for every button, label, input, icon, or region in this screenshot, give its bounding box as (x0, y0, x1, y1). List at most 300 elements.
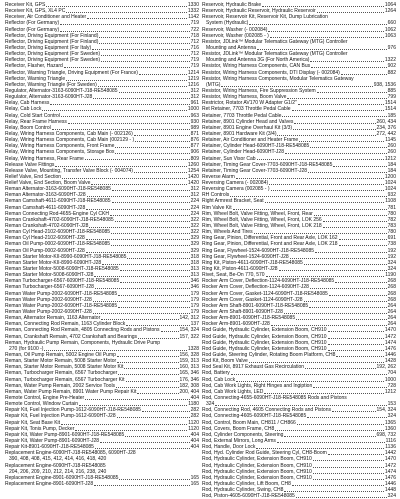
index-entry-label: Ring Kit, Piston-4611-6090HT-J28 (202, 266, 278, 273)
index-entry-page: 260 (387, 149, 396, 156)
index-entry-page: 1332 (187, 8, 199, 15)
index-entry-page: 885 (387, 87, 396, 94)
index-entry-page: 318 (190, 253, 199, 260)
index-entry-label: Reflector, Driving Equipment (For Italy) (5, 44, 92, 51)
index-entry-page: 200, 404 (179, 388, 199, 395)
index-entry-page: 712 (190, 51, 199, 58)
dot-leader (270, 37, 384, 38)
index-entry-page: 192, 262 (376, 364, 396, 371)
index-entry-page: 160, 313 (179, 364, 199, 371)
index-entry-page: 260, 434 (376, 118, 396, 125)
index-entry-page: 1260 (187, 161, 199, 168)
index-entry-page: 185 (387, 112, 396, 119)
index-entry-page: 324 (387, 259, 396, 266)
index-entry-page: 282 (190, 413, 199, 420)
index-entry-label: Reman Starter Motor-5008-6090HT-J28 (5, 272, 94, 279)
index-entry-page: 404 (190, 444, 199, 451)
index-entry-page: 192 (387, 247, 396, 254)
index-entry-page: 1328 (187, 345, 199, 352)
dot-leader (231, 374, 387, 375)
index-entry-page: 719 (190, 57, 199, 64)
dot-leader (119, 479, 189, 480)
index-entry-label: Rod Guide, Hydraulic Cylinder, Extension Boom, CH910 (202, 339, 327, 346)
index-entry-page: 184 (387, 167, 396, 174)
index-entry-label: Repair Kit, Water Pump-8901-6090HT-J18-RE548085 (5, 431, 125, 438)
dot-leader (317, 12, 384, 13)
index-entry-label: Mounting and Antenna 3G (For North America) (206, 57, 310, 64)
index-entry-page: 704 (387, 370, 396, 377)
index-entry-label: 324 (206, 401, 215, 408)
index-entry-page: 1476 (384, 345, 396, 352)
index-entry-page: 176, 346 (179, 376, 199, 383)
dot-leader (279, 270, 387, 271)
dot-leader (64, 67, 190, 68)
index-entry-page: 137 (190, 321, 199, 328)
dot-leader (79, 405, 187, 406)
index-entry-label: Rod, Battery (202, 370, 230, 377)
dot-leader (126, 325, 189, 326)
index-entry-page: 1200 (384, 173, 396, 180)
dot-leader (256, 448, 384, 449)
index-entry-label: System (Hydraulic) (206, 20, 249, 27)
index-entry-page: 902 (387, 63, 396, 70)
index-entry-label: Rim, Wheel Bolt, Valve Fitting, Wheel, Front, LOK 256 (202, 216, 322, 223)
index-entry-page: 1212 (384, 155, 396, 162)
index-entry-page: 1472 (384, 462, 396, 469)
dot-leader (277, 135, 375, 136)
index-entry-label: Reman, Starter Motor Remain, 5008 Starter Motor (5, 358, 117, 365)
dot-leader (93, 98, 189, 99)
index-entry-label: Reflector, Warning Triangle (5, 75, 66, 82)
index-entry-label: Retainer, Timing Gear Cover-7703-6090HT-J18-RE548085 (202, 161, 333, 168)
index-entry-page: 1024 (384, 186, 396, 193)
index-entry-label: 204, 206, 209, 210, 212, 214, 216, 238, 240 (9, 468, 107, 475)
index-entry-label: Retainer, 7703 Throttle Pedal Cable (202, 112, 282, 119)
index-entry-label: Ring Gear, Flywheel-1524-6090HT-J28 (202, 253, 289, 260)
index-entry-page: 1476 (384, 474, 396, 481)
index-entry-label: Reflector, Warning Triangle (For Sweden) (5, 81, 97, 88)
dot-leader (328, 350, 384, 351)
index-entry-page: 660 (387, 20, 396, 27)
index-entry-page: 404 (190, 394, 199, 401)
dot-leader (285, 153, 387, 154)
index-entry-label: Rim Valve Kit (202, 204, 232, 211)
index-entry-page: 722 (190, 26, 199, 33)
dot-leader (332, 411, 376, 412)
dot-leader (112, 202, 190, 203)
index-entry-page: 1062 (384, 26, 396, 33)
index-entry-label: Relay, Wiring Harness Components, Front Frame (5, 143, 115, 150)
index-entry-page: 719 (190, 20, 199, 27)
dot-leader (55, 166, 187, 167)
dot-leader (61, 116, 190, 117)
index-entry-page: 782 (387, 216, 396, 223)
dot-leader (87, 196, 190, 197)
index-entry-page: 329 (190, 235, 199, 242)
dot-leader (119, 92, 190, 93)
index-entry-label: Retainer, Air Conditioner and Heater Frame (202, 137, 299, 144)
index-entry-label: Rim, Wheel Bolt, Valve Fitting, Wheel, Front, Rear (202, 210, 313, 217)
index-entry-page: 165, 346 (179, 370, 199, 377)
index-entry-page: 318 (190, 259, 199, 266)
index-entry-label: Retainer, 8901 Cylinder Head and Valves (202, 118, 294, 125)
dot-leader (265, 202, 385, 203)
index-entry-label: Reman, Oil Pump Remain, 5002 Engine Oil Pump (5, 352, 116, 358)
dot-leader (115, 221, 190, 222)
index-entry-page: 313 (190, 272, 199, 279)
index-entry-label: Reman, Connecting Rod Remain, 4805 Connecting Rods and Pistons (5, 327, 160, 334)
dot-leader (328, 344, 384, 345)
dot-leader (95, 288, 190, 289)
index-entry-page: 312 (190, 192, 199, 199)
index-entry-label: Reman Water Pump-2002-6090HT-J28 (5, 309, 92, 316)
index-entry-page: 1219 (187, 75, 199, 82)
dot-leader (297, 424, 384, 425)
index-entry-label: Resistor, Wiring Harness Components, CAN Bus (202, 63, 311, 70)
index-entry-page: 809 (190, 155, 199, 162)
index-entry-label: Ret Retainer, 7703 Throttle Pedal Cable (202, 106, 291, 113)
index-entry-label: Relay, Cold Start Control (5, 112, 60, 119)
index-entry-page: 1420 (187, 173, 199, 180)
dot-leader (323, 227, 387, 228)
index-entry-page: 1064 (384, 1, 396, 8)
index-entry-page: 1142 (188, 14, 199, 21)
index-entry-label: Rod, Hydraulic Cylinder, Extension Boom, CH910 (202, 468, 312, 475)
index-entry-label: Reman, Water Pump Remain, 2002 Service Tools (5, 382, 116, 389)
dot-leader (135, 141, 190, 142)
index-entry-label: Repair Kit, Tonis Pump, Decker (5, 425, 75, 432)
index-entry-page: 404 (190, 437, 199, 444)
index-entry-label: 270 (for 9100 -) (9, 345, 44, 352)
index-entry-label: Replacement Engine-8901-6090HT-J28 (5, 480, 94, 487)
dot-leader (100, 442, 190, 443)
dot-leader (299, 141, 384, 142)
dot-leader (137, 393, 178, 394)
dot-leader (292, 485, 384, 486)
index-entry-label: Rivet, Seat, Be-On 770, 570 (202, 272, 265, 279)
dot-leader (313, 387, 386, 388)
index-entry-page: 1108 (385, 198, 396, 205)
dot-leader (249, 24, 386, 25)
dot-leader (292, 110, 384, 111)
index-entry-label: Rod Guide, Hydraulic Cylinder, Extension Boom, CH910 (202, 333, 327, 340)
index-entry-page: 1446 (384, 352, 396, 358)
dot-leader (257, 159, 384, 160)
index-entry-page: 728 (387, 382, 396, 389)
dot-leader (66, 80, 187, 81)
index-entry-page: 282 (190, 407, 199, 414)
dot-leader (313, 467, 384, 468)
dot-leader (236, 381, 384, 382)
dot-leader (116, 387, 178, 388)
index-entry-label: Retainer, Cylinder Head-6090HT-J28 (202, 149, 284, 156)
index-entry-label: Rod Seal Kit, 8917 Exhaust Gas Recirculation (202, 364, 304, 371)
index-entry-page: 961 (190, 100, 199, 107)
index-entry-page: 192 (387, 253, 396, 260)
dot-leader (266, 276, 385, 277)
dot-leader (310, 61, 383, 62)
dot-leader (61, 424, 187, 425)
index-entry-page: 312 (190, 87, 199, 94)
index-entry-label: RH Controls (202, 192, 230, 199)
dot-leader (284, 491, 383, 492)
index-entry-label: Regulator, Alternator-3163-6090HT-J28 (5, 94, 93, 101)
index-entry-page: 1448 (384, 487, 396, 494)
index-entry-page: 154, 324 (376, 407, 396, 414)
index-entry-page: 1116 (385, 437, 396, 444)
index-entry-label: Reman Water Pump-2002-6090HT-J28 (5, 296, 92, 303)
index-entry-page: 1024 (384, 180, 396, 187)
index-entry-page: 882 (387, 69, 396, 76)
index-column-right (202, 1, 396, 499)
index-entry-label: Rod, Connecting-4655-6090HT-J18-RE548085 Rods and Pistons (202, 394, 347, 401)
index-entry-label: Reman, Connecting Rod Remain, 1163 Cylinder Block (5, 321, 126, 328)
dot-leader (221, 86, 372, 87)
index-entry-label: Rod, Hydraulic Cylinder, Extension Boom, CH910 (202, 462, 312, 469)
index-entry-page: 1442 (384, 450, 396, 457)
index-entry-page: 154, 324 (179, 327, 199, 334)
index-entry-page: 260 (387, 143, 396, 150)
index-entry-page: 313 (190, 266, 199, 273)
dot-leader (92, 49, 190, 50)
dot-leader (94, 485, 190, 486)
index-entry-page: 1474 (384, 468, 396, 475)
index-entry-label: Reservoir, Washer (002085 - ) (202, 32, 269, 39)
index-entry-label: Reman, Turbocharger Remain, 6567 Turbocharger Kit (5, 376, 125, 383)
dot-leader (66, 12, 187, 13)
dot-leader (298, 104, 384, 105)
dot-leader (111, 233, 190, 234)
index-entry-page: 268 (387, 278, 396, 285)
index-entry-page: 234, 376 (376, 124, 396, 131)
dot-leader (161, 331, 179, 332)
dot-leader (111, 245, 190, 246)
index-entry-page: 963 (190, 112, 199, 119)
index-entry-label: Reman Connecting Rod-4655-Engine Cyl CKH (5, 210, 109, 217)
dot-leader (115, 147, 189, 148)
index-entry-label: Rocker Arm Cover, Gasket-1124-6090HT-J18-RE548085 (202, 290, 328, 297)
dot-leader (271, 190, 384, 191)
index-entry-label: Reversing Camera (- 002084) (202, 180, 269, 187)
index-entry-label: Reman Alternator-3163-6090HT-J28 (5, 192, 86, 199)
index-entry-page: 165 (190, 474, 199, 481)
index-entry-label: Rim, Wheels And Tires (202, 229, 253, 236)
dot-leader (118, 374, 178, 375)
dot-leader (268, 31, 383, 32)
dot-leader (95, 448, 190, 449)
index-entry-page: 329 (190, 247, 199, 254)
index-entry-label: Reman, Turbocharger Remain, 6567 Turbocharger (5, 370, 118, 377)
index-entry-label: Resistor, Wiring Harness Components, Modular Telematics Gateway (202, 75, 354, 82)
dot-leader (42, 110, 187, 111)
index-entry-label: Rocker Arm Shaft-8901-6090HT-J28 (202, 309, 283, 316)
dot-leader (68, 123, 190, 124)
index-entry-label: Repair Kit, Fuel Injection Pump-1612-6090HT-J18-RE548085 (5, 407, 141, 414)
index-entry-label: Reman Camshaft-4611-6090HT-J28 (5, 204, 86, 211)
index-entry-label: Reflector, Driving Equipment (For Sweden) (5, 51, 101, 58)
index-entry-page: 156, 328 (179, 352, 199, 358)
index-entry-label: Receiver Kit, GPS (5, 1, 46, 8)
index-entry-page: 264 (387, 315, 396, 322)
index-entry-label: Rocker Arm Cover, Deflection-1124-6090HT-J18-RE548085 (202, 278, 335, 285)
dot-leader (93, 301, 190, 302)
index-entry-page: 976 (387, 44, 396, 51)
index-entry-page: 322 (190, 223, 199, 230)
index-entry-label: Reflector (For Germany) (5, 26, 60, 33)
index-entry-page: 224 (190, 210, 199, 217)
index-entry-page: 1136 (385, 444, 396, 451)
index-entry-page: 1000 (187, 106, 199, 113)
index-entry-label: (MTG) (206, 81, 221, 88)
dot-leader (75, 430, 187, 431)
dot-leader (271, 325, 387, 326)
index-entry-page: 179 (190, 302, 199, 309)
index-entry-label: Retainer, Sun Visor Cab (202, 155, 256, 162)
dot-leader (304, 264, 387, 265)
index-entry-page: 780 (387, 210, 396, 217)
index-entry-label: Reservoir, Hydraulic Reservoir, Hydraulic Reservoir (202, 8, 316, 15)
index-entry-label: Rod, Connecting-4605-6090HT-J18-RE548085 (202, 413, 307, 420)
dot-leader (341, 74, 387, 75)
index-entry-label: Rod, Cab Work Lights, Right Hinges and Ingiption (202, 382, 313, 389)
dot-leader (328, 331, 384, 332)
index-entry-page: 1254 (187, 167, 199, 174)
index-entry-label: Ring Gear, Pinion, Differential, Front and Rear Axle, LOK 218 (202, 241, 338, 248)
index-entry-page: 322 (190, 216, 199, 223)
index-entry-page: 404 (190, 431, 199, 438)
dot-leader (117, 362, 178, 363)
index-entry-page: 799 (387, 94, 396, 101)
dot-leader (328, 454, 384, 455)
index-entry-label: Mounting and Antenna (206, 44, 257, 51)
index-entry-label: Rocker Arm-8901-6090HT-J18-RE548085 (202, 315, 296, 322)
dot-leader (323, 221, 387, 222)
index-entry-label: Rod, Hydraulic Cylinder, Lift Boom, CH8 (202, 480, 291, 487)
index-entry-label: Reman Camshaft-4611-6090HT-J18-RE548085 (5, 198, 111, 205)
index-entry-page: 877 (190, 143, 199, 150)
index-entry-label: Rod, Control, Boom Main, CH811 / CH866 (202, 419, 296, 426)
index-entry-label: Reman Water Pump-2002-6090HT-J18-RE548085 (5, 302, 118, 309)
dot-leader (115, 153, 189, 154)
index-entry-page: 1470 (384, 456, 396, 463)
index-entry-page: 264 (387, 321, 396, 328)
index-entry-page: 719 (190, 63, 199, 70)
index-entry-label: Reflector, Driving Equipment (For Finland) (5, 32, 99, 39)
index-entry-label: Receiver Kit, GPS, XL4 PC (5, 8, 66, 15)
index-entry-label: Replacement Engine-6090HT-J18-RE548085 (5, 462, 106, 469)
index-column-left (5, 1, 199, 487)
index-entry-page: 179 (190, 309, 199, 316)
dot-leader (60, 31, 189, 32)
dot-leader (284, 313, 387, 314)
dot-leader (315, 252, 387, 253)
index-entry-label: Reman Cyl Head-2102-6090HT-J18-RE548085 (5, 229, 111, 236)
index-entry-label: Rod, Cylinder Components, Steering (202, 431, 284, 438)
dot-leader (317, 92, 387, 93)
dot-leader (120, 270, 190, 271)
index-entry-page: 324 (387, 493, 396, 499)
index-entry-label: Reman Oil Pump-0002-6090HT-J18-RE548085 (5, 241, 111, 248)
index-entry-label: Receiver, Air Conditioner and Heater (5, 14, 87, 21)
dot-leader (118, 295, 190, 296)
dot-leader (310, 147, 386, 148)
index-entry-page: 159, 313 (179, 358, 199, 365)
index-entry-page: 346 (190, 278, 199, 285)
index-entry-label: Reman, Alternator Remain, 1163 Alternator (5, 315, 101, 322)
index-entry-label: Right Armrest Bracket, Seat (202, 198, 264, 205)
index-entry-label: Relay, Cab Lock (5, 106, 42, 113)
dot-leader (230, 196, 386, 197)
index-entry-label: Rocker Arm Shaft-8901-6090HT-J18-RE548085 (202, 302, 309, 309)
index-entry-page: 712 (190, 38, 199, 45)
index-entry-label: Resistor, JDLink™ Modular Telematics Gateway (MTG) Controller (202, 38, 348, 45)
index-entry-page: 1120 (188, 419, 199, 426)
index-entry-page: 1472 (384, 333, 396, 340)
index-entry-page: 157, 322 (179, 333, 199, 340)
dot-leader (85, 159, 190, 160)
index-entry-label: Reservoir, Hydraulic Brake (202, 1, 262, 8)
index-entry-label: Regulator, Alternator-3163-6090HT-J18-RE548085 (5, 87, 118, 94)
index-entry-label: Rod, Covers, Boom Frame, CH8 (202, 425, 275, 432)
index-entry-label: Retainer, Cylinder Head-6090HT-J18-RE548085 (202, 143, 310, 150)
dot-leader (329, 295, 387, 296)
index-entry-label: Rod, Cab Work Lights, LED (202, 388, 264, 395)
index-entry-page: 930 (190, 118, 199, 125)
index-entry-label: Reflector (For Germany) (5, 20, 60, 27)
index-entry-page: 268 (387, 284, 396, 291)
index-entry-label: Reversing Camera (002085 - ) (202, 186, 270, 193)
index-entry-label: Rocker Arm-8901-6090HT-J28 (202, 321, 270, 328)
dot-leader (339, 245, 387, 246)
index-entry-page: 1120 (188, 425, 199, 432)
dot-leader (124, 368, 178, 369)
dot-leader (99, 43, 189, 44)
index-entry-label: Rocker Arm Cover, Deflection-1124-6090HT-J28 (202, 284, 309, 291)
index-entry-page: 268 (387, 290, 396, 297)
index-entry-label: Reflector, Warning Triangle, Driving Equipment (For France) (5, 69, 138, 76)
index-entry-label: Rod, Hyd. Cylinder Rod Guide, Steering Cyl, CH8-Boom (202, 450, 327, 457)
index-entry-page: 1212 (384, 388, 396, 395)
index-entry-page: 1000 (384, 376, 396, 383)
index-entry-label: Rod, Connecting Rod, 4605 Connecting Rods and Pistons (202, 407, 331, 414)
dot-leader (257, 49, 387, 50)
index-entry-page: 184 (387, 161, 396, 168)
index-entry-page: 179 (190, 296, 199, 303)
index-entry-label: Ring Kit, Piston-4611-6090HT-J18-RE548085 (202, 259, 303, 266)
index-entry-label: Replacement Engine-8901-6090HT-J18-RE548085 (5, 474, 119, 481)
dot-leader (117, 356, 179, 357)
index-entry-label: Rod Guide, Hydraulic Cylinder, Extension Boom, CH910 (202, 327, 327, 334)
dot-leader (262, 6, 384, 7)
dot-leader (46, 6, 187, 7)
index-entry-page: 268 (387, 296, 396, 303)
index-entry-label: Reman Cyl Head-2102-6090HT-J28 (5, 235, 85, 242)
index-entry-page: 1365 (384, 419, 396, 426)
dot-leader (336, 356, 383, 357)
index-entry-label: Relay, Wiring Harness Components, Cab Main (- 002126) (5, 130, 133, 137)
index-entry-label: Rod Guide, Hydraulic Cylinder, Extension Boom, CH910 (202, 345, 327, 352)
dot-leader (98, 86, 187, 87)
index-entry-label: Retainer, 8901 Hardware Kit (3/4) (202, 130, 277, 137)
dot-leader (313, 460, 384, 461)
dot-leader (101, 61, 190, 62)
dot-leader (99, 37, 189, 38)
index-entry-label: Repair Kit, Seat Base Kit (5, 419, 61, 426)
index-entry-label: Rod, Cab Lock (202, 376, 236, 383)
index-entry-label: Repair Kit-8901-6090HT-J18-RE548085 (5, 444, 94, 451)
dot-leader (142, 411, 190, 412)
dot-leader (52, 129, 190, 130)
